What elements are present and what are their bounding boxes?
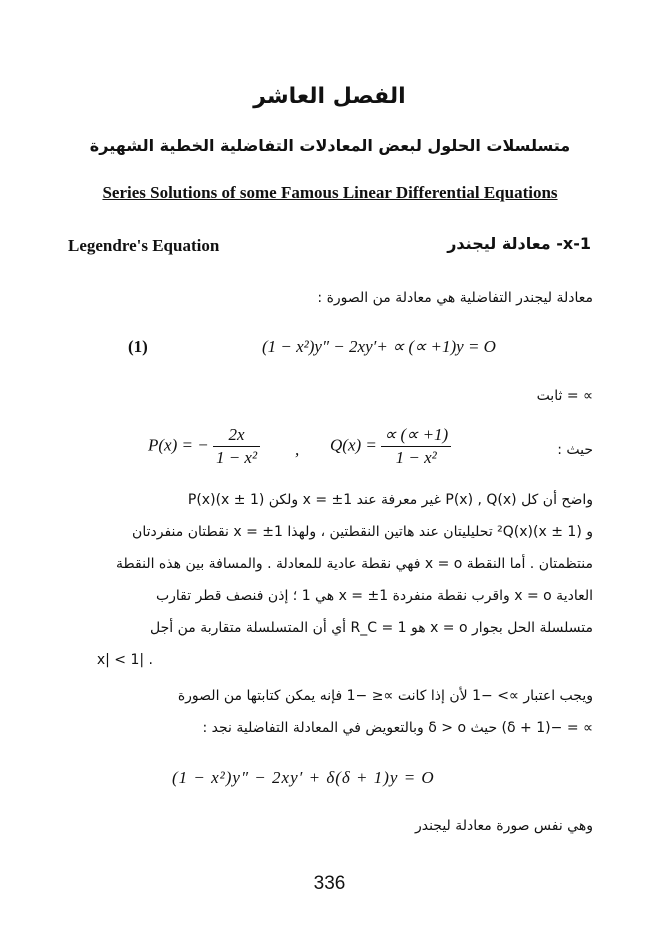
equation-number: (1) bbox=[128, 337, 148, 356]
constant-line: ∝ = ثابت bbox=[536, 388, 593, 404]
p-numerator: 2x bbox=[213, 424, 260, 447]
p-denominator: 1 − x² bbox=[215, 448, 258, 467]
body-line: منتظمتان . أما النقطة x = o فهي نقطة عادية للمعادلة . والمسافة بين هذه النقطة bbox=[116, 556, 593, 572]
q-lhs: Q(x) = bbox=[330, 435, 377, 455]
body-line: و (x ± 1)²Q(x) تحليليتان عند هاتين النقطتين ، ولهذا x = ±1 نقطتان منفردتان bbox=[132, 524, 593, 540]
intro-line: معادلة ليجندر التفاضلية هي معادلة من الصورة : bbox=[317, 290, 593, 306]
body-line: العادية x = o واقرب نقطة منفردة x = ±1 هي 1 ؛ إذن فنصف قطر تقارب bbox=[155, 588, 593, 604]
comma-separator: , bbox=[295, 440, 300, 459]
chapter-subtitle: متسلسلات الحلول لبعض المعادلات التفاضلية الخطية الشهيرة bbox=[89, 136, 571, 155]
page-number: 336 bbox=[313, 873, 346, 894]
equation-1: (1 − x²)y″ − 2xy′+ ∝ (∝ +1)y = O bbox=[262, 337, 496, 356]
p-definition bbox=[148, 424, 260, 469]
where-label: حيث : bbox=[557, 442, 593, 458]
chapter-title: الفصل العاشر bbox=[253, 84, 406, 109]
body-paragraph bbox=[63, 484, 593, 676]
q-numerator: ∝ (∝ +1) bbox=[381, 424, 451, 447]
q-definition bbox=[330, 424, 451, 469]
english-title: Series Solutions of some Famous Linear Differential Equations bbox=[102, 183, 558, 202]
body-line: واضح أن كل P(x) , Q(x) غير معرفة عند x = ±1 ولكن (x ± 1)P(x) bbox=[187, 492, 593, 508]
section-title-english: Legendre's Equation bbox=[68, 236, 220, 255]
section-title-arabic: x-1- معادلة ليجندر bbox=[447, 234, 591, 253]
closing-line: وهي نفس صورة معادلة ليجندر bbox=[414, 818, 593, 834]
body-line: . |x| < 1 bbox=[96, 652, 153, 668]
equation-2: (1 − x²)y″ − 2xy′ + δ(δ + 1)y = O bbox=[172, 768, 435, 787]
p-lhs: P(x) = − bbox=[148, 435, 209, 455]
p-fraction bbox=[213, 424, 260, 469]
consider-line: ∝ = −(1 + δ) حيث δ > o وبالتعويض في المعادلة التفاضلية نجد : bbox=[202, 720, 593, 736]
q-fraction bbox=[381, 424, 451, 469]
q-denominator: 1 − x² bbox=[395, 448, 437, 467]
consider-paragraph bbox=[63, 680, 593, 744]
body-line: متسلسلة الحل بجوار x = o هو R_C = 1 أي أن المتسلسلة متقاربة من أجل bbox=[150, 620, 593, 636]
consider-line: ويجب اعتبار ∝> −1 لأن إذا كانت ∝≤ −1 فإنه يمكن كتابتها من الصورة bbox=[177, 688, 593, 704]
